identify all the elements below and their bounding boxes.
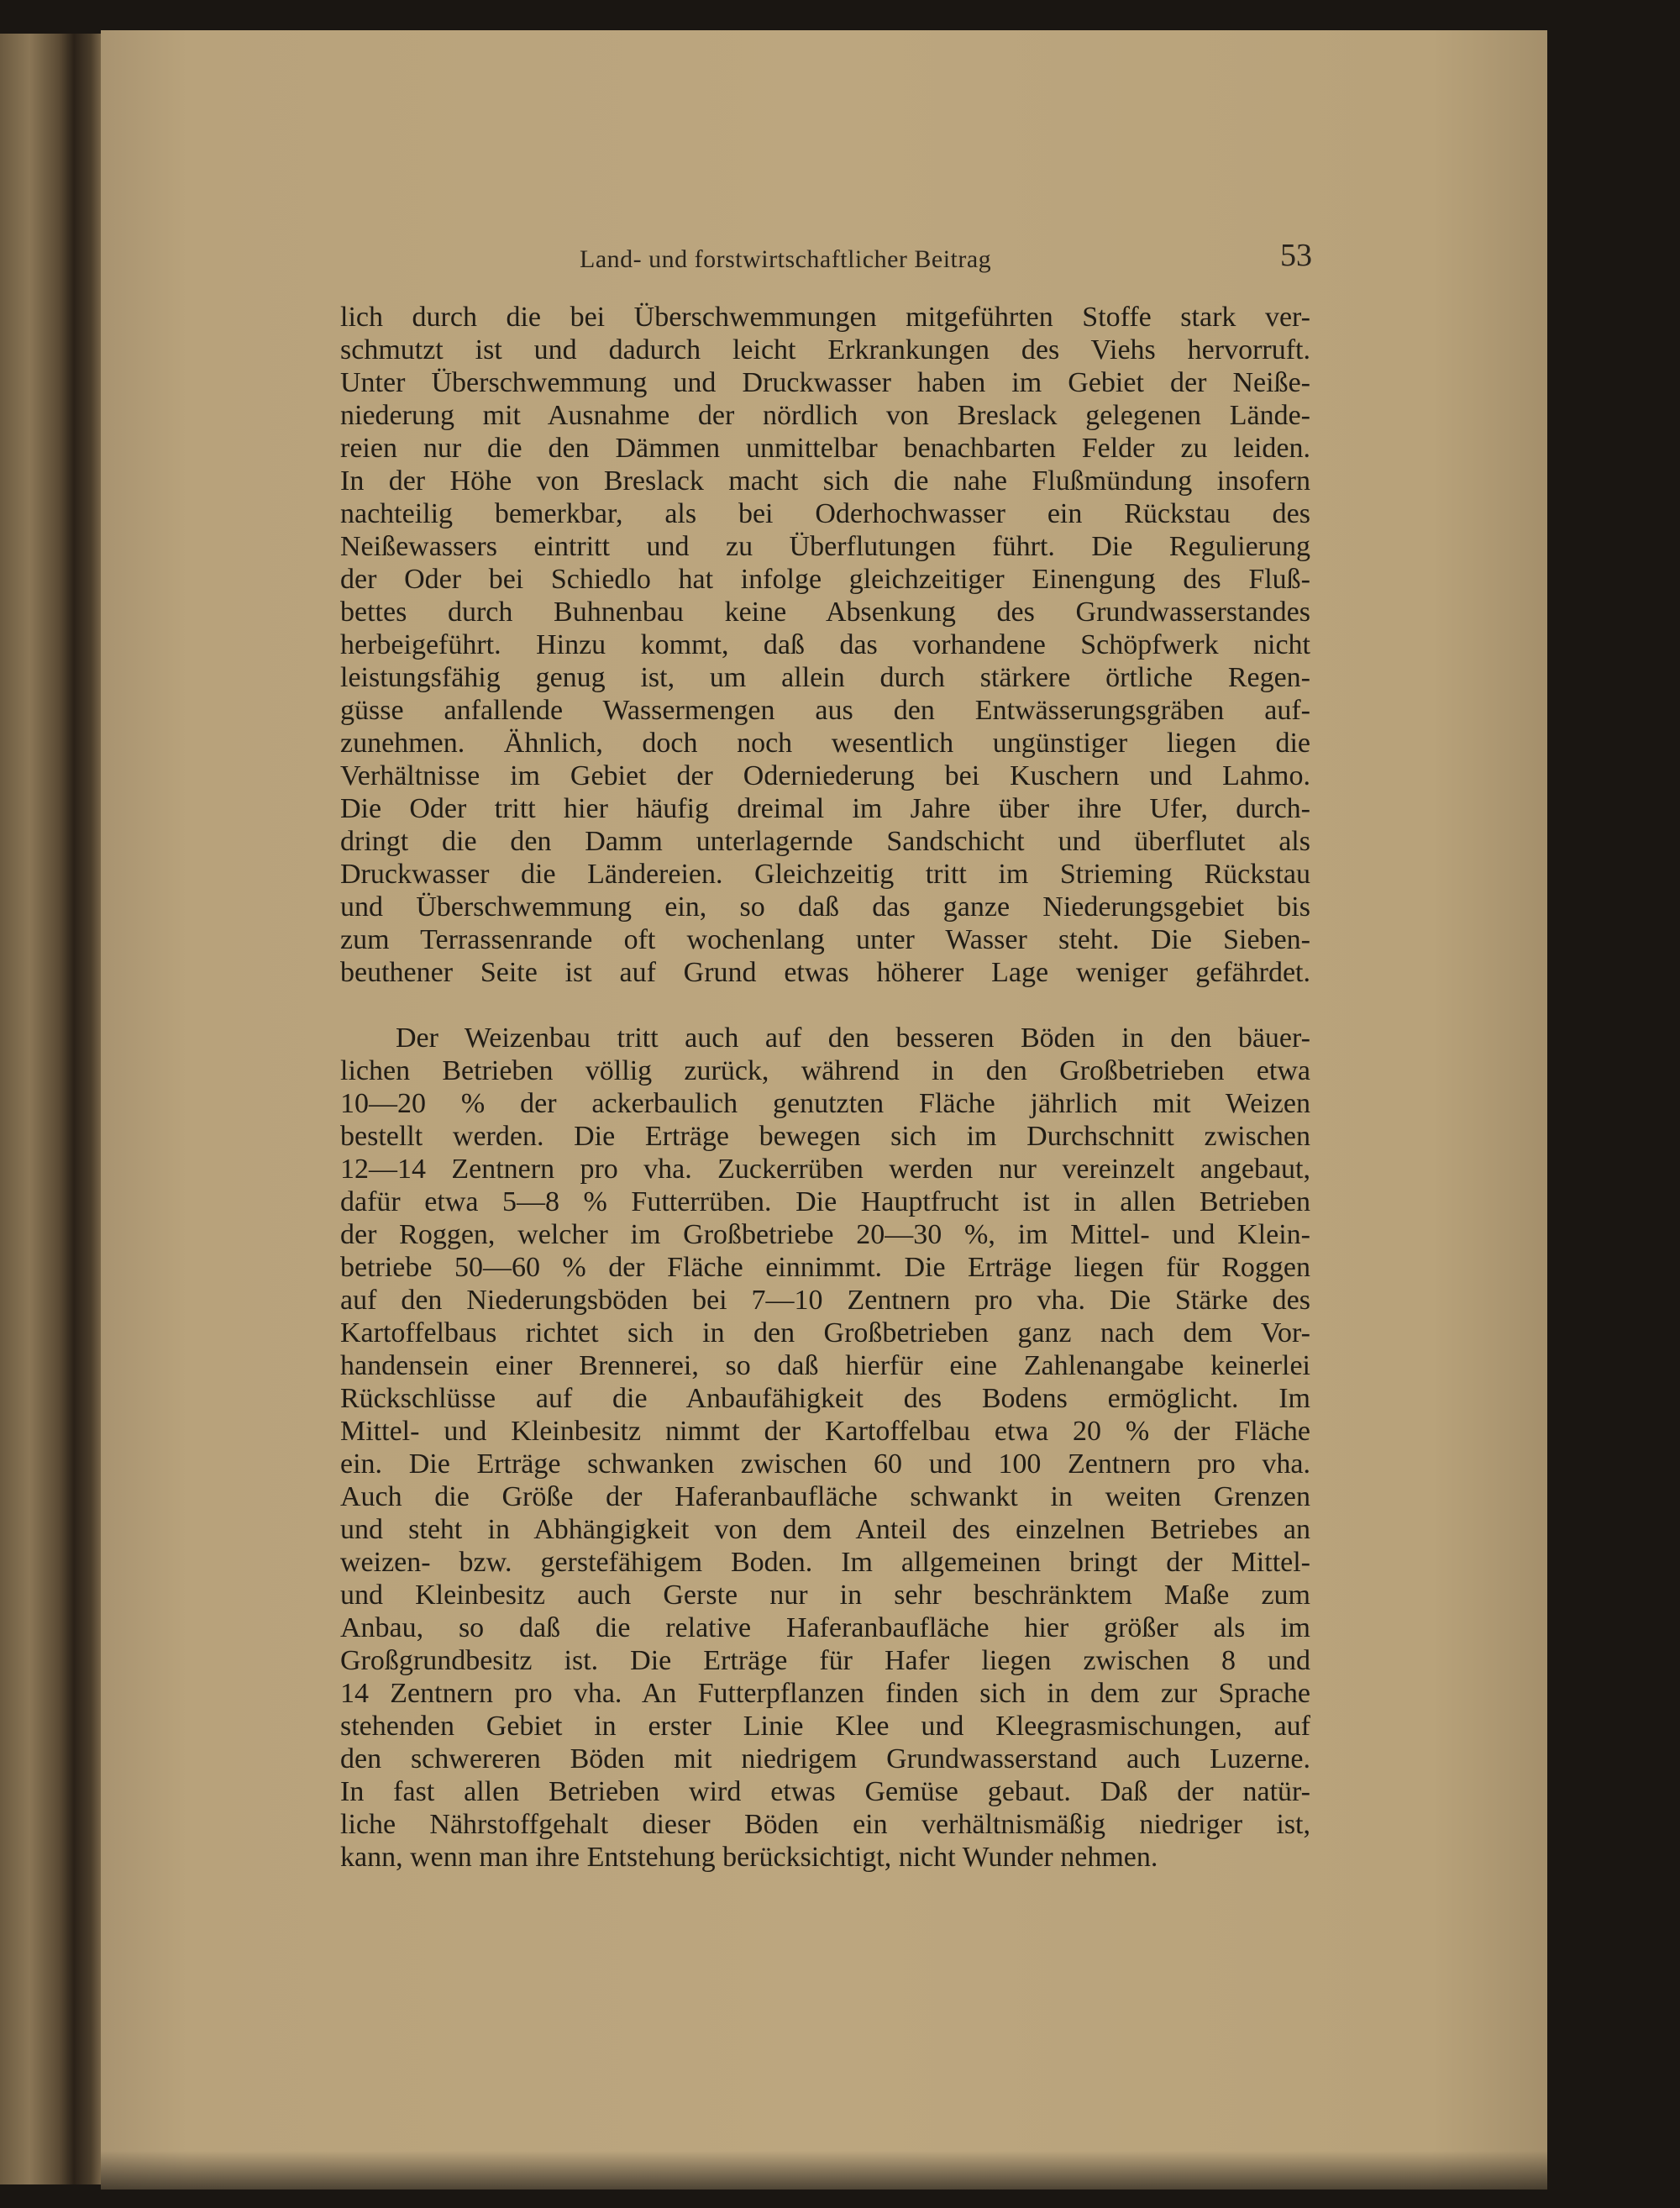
bottom-shadow <box>101 2151 1547 2208</box>
text-line: liche Nährstoffgehalt dieser Böden ein verhältnismäßig niedriger ist, <box>340 1809 1310 1840</box>
text-line: reien nur die den Dämmen unmittelbar benachbarten Felder zu leiden. <box>340 433 1310 464</box>
running-title: Land- und forstwirtschaftlicher Beitrag <box>580 245 992 273</box>
text-line: herbeigeführt. Hinzu kommt, daß das vorhandene Schöpfwerk nicht <box>340 629 1310 660</box>
text-line: dafür etwa 5—8 % Futterrüben. Die Hauptfrucht ist in allen Betrieben <box>340 1186 1310 1217</box>
text-line: und Überschwemmung ein, so daß das ganze Niederungsgebiet bis <box>340 891 1310 923</box>
text-line: Neißewassers eintritt und zu Überflutungen führt. Die Regulierung <box>340 531 1310 562</box>
text-line: ein. Die Erträge schwanken zwischen 60 und 100 Zentnern pro vha. <box>340 1448 1310 1480</box>
text-line: und Kleinbesitz auch Gerste nur in sehr beschränktem Maße zum <box>340 1580 1310 1611</box>
text-line: 14 Zentnern pro vha. An Futterpflanzen finden sich in dem zur Sprache <box>340 1678 1310 1709</box>
text-line: bestellt werden. Die Erträge bewegen sich im Durchschnitt zwischen <box>340 1121 1310 1152</box>
text-line: leistungsfähig genug ist, um allein durch stärkere örtliche Regen- <box>340 662 1310 693</box>
text-line: der Roggen, welcher im Großbetriebe 20—30 %, im Mittel- und Klein- <box>340 1219 1310 1250</box>
text-line: betriebe 50—60 % der Fläche einnimmt. Die Erträge liegen für Roggen <box>340 1252 1310 1283</box>
text-line: lichen Betrieben völlig zurück, während in den Großbetrieben etwa <box>340 1055 1310 1086</box>
text-line: kann, wenn man ihre Entstehung berücksichtigt, nicht Wunder nehmen. <box>340 1842 1158 1873</box>
text-line: zum Terrassenrande oft wochenlang unter Wasser steht. Die Sieben- <box>340 924 1310 955</box>
page-header <box>580 237 1430 284</box>
text-line: güsse anfallende Wassermengen aus den Entwässerungsgräben auf- <box>340 695 1310 726</box>
text-line: Anbau, so daß die relative Haferanbaufläche hier größer als im <box>340 1612 1310 1643</box>
text-line: 12—14 Zentnern pro vha. Zuckerrüben werden nur vereinzelt angebaut, <box>340 1154 1310 1185</box>
page-number: 53 <box>1280 238 1312 273</box>
text-line: In fast allen Betrieben wird etwas Gemüse gebaut. Daß der natür- <box>340 1776 1310 1807</box>
text-line: und steht in Abhängigkeit von dem Anteil des einzelnen Betriebes an <box>340 1514 1310 1545</box>
text-line: Der Weizenbau tritt auch auf den besseren Böden in den bäuer- <box>396 1023 1310 1054</box>
left-page-edge <box>0 34 74 2184</box>
text-line: Verhältnisse im Gebiet der Oderniederung bei Kuschern und Lahmo. <box>340 760 1310 791</box>
text-line: 10—20 % der ackerbaulich genutzten Fläche jährlich mit Weizen <box>340 1088 1310 1119</box>
text-line: weizen- bzw. gerstefähigem Boden. Im allgemeinen bringt der Mittel- <box>340 1547 1310 1578</box>
body-text <box>340 301 1310 1874</box>
text-line: schmutzt ist und dadurch leicht Erkrankungen des Viehs hervorruft. <box>340 334 1310 365</box>
text-line: auf den Niederungsböden bei 7—10 Zentnern pro vha. Die Stärke des <box>340 1285 1310 1316</box>
paragraph-spacer <box>340 989 1310 1022</box>
text-line: zunehmen. Ähnlich, doch noch wesentlich ungünstiger liegen die <box>340 728 1310 759</box>
text-line: Mittel- und Kleinbesitz nimmt der Kartoffelbau etwa 20 % der Fläche <box>340 1416 1310 1447</box>
text-line: Unter Überschwemmung und Druckwasser haben im Gebiet der Neiße- <box>340 367 1310 398</box>
text-line: Großgrundbesitz ist. Die Erträge für Hafer liegen zwischen 8 und <box>340 1645 1310 1676</box>
text-line: bettes durch Buhnenbau keine Absenkung des Grundwasserstandes <box>340 597 1310 628</box>
text-line: niederung mit Ausnahme der nördlich von Breslack gelegenen Lände- <box>340 400 1310 431</box>
text-line: Rückschlüsse auf die Anbaufähigkeit des Bodens ermöglicht. Im <box>340 1383 1310 1414</box>
text-line: In der Höhe von Breslack macht sich die nahe Flußmündung insofern <box>340 465 1310 497</box>
paragraph-1 <box>340 301 1310 989</box>
text-line: beuthener Seite ist auf Grund etwas höherer Lage weniger gefährdet. <box>340 957 1310 988</box>
text-line: Kartoffelbaus richtet sich in den Großbetrieben ganz nach dem Vor- <box>340 1317 1310 1348</box>
book-gutter <box>74 34 102 2184</box>
text-line: den schwereren Böden mit niedrigem Grundwasserstand auch Luzerne. <box>340 1743 1310 1774</box>
text-line: stehenden Gebiet in erster Linie Klee und Kleegrasmischungen, auf <box>340 1711 1310 1742</box>
text-line: Auch die Größe der Haferanbaufläche schwankt in weiten Grenzen <box>340 1481 1310 1512</box>
text-line: dringt die den Damm unterlagernde Sandschicht und überflutet als <box>340 826 1310 857</box>
text-line: Druckwasser die Ländereien. Gleichzeitig tritt im Strieming Rückstau <box>340 859 1310 890</box>
text-line: nachteilig bemerkbar, als bei Oderhochwasser ein Rückstau des <box>340 498 1310 529</box>
text-line: Die Oder tritt hier häufig dreimal im Jahre über ihre Ufer, durch- <box>340 793 1310 824</box>
text-line: handensein einer Brennerei, so daß hierfür eine Zahlenangabe keinerlei <box>340 1350 1310 1381</box>
text-line: der Oder bei Schiedlo hat infolge gleichzeitiger Einengung des Fluß- <box>340 564 1310 595</box>
text-line: lich durch die bei Überschwemmungen mitgeführten Stoffe stark ver- <box>340 302 1310 333</box>
paragraph-2 <box>340 1022 1310 1874</box>
